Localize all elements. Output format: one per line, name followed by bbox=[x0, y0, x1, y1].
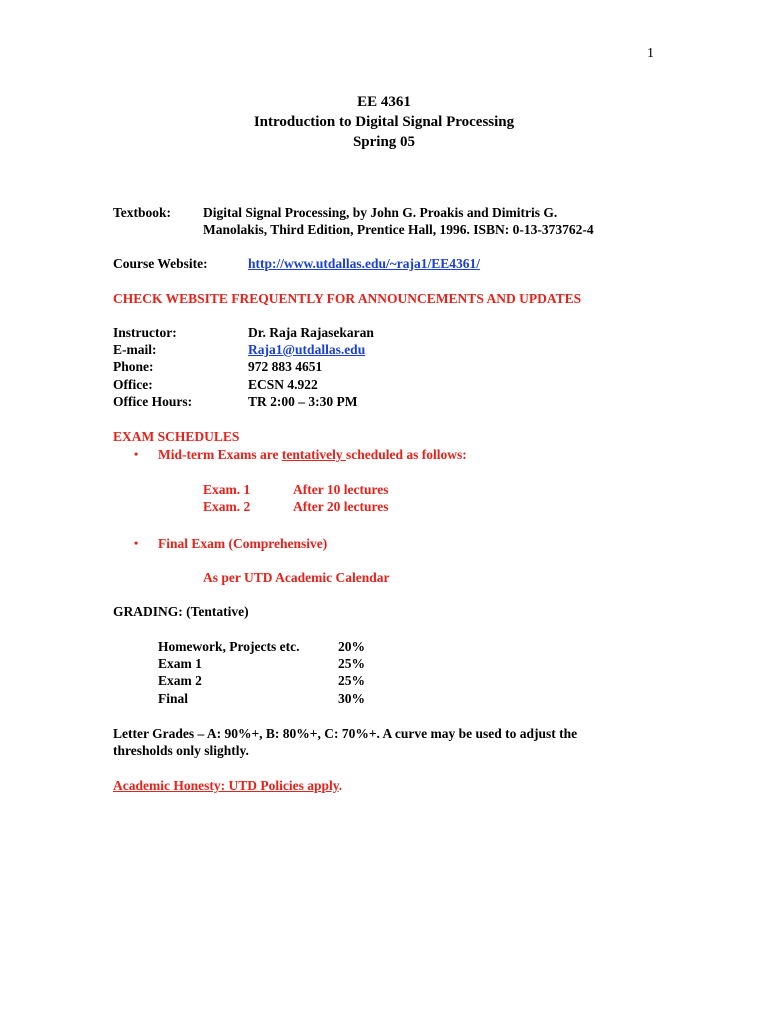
grading-item-weight: 25% bbox=[338, 673, 365, 688]
grading-item-name: Homework, Projects etc. bbox=[158, 639, 300, 654]
midterm-text-pre: Mid-term Exams are bbox=[158, 447, 282, 462]
phone-value: 972 883 4651 bbox=[248, 359, 323, 374]
instructor-value: Dr. Raja Rajasekaran bbox=[248, 325, 374, 340]
course-term: Spring 05 bbox=[352, 134, 416, 150]
grading-item-name: Exam 1 bbox=[158, 656, 202, 671]
academic-honesty-text: Academic Honesty: UTD Policies apply bbox=[113, 778, 339, 793]
office-hours-label: Office Hours: bbox=[113, 394, 193, 409]
page-number: 1 bbox=[647, 46, 654, 61]
midterm-text-post: scheduled as follows: bbox=[345, 447, 467, 462]
textbook-label: Textbook: bbox=[113, 205, 172, 220]
midterm-text bbox=[158, 446, 467, 463]
website-label: Course Website: bbox=[113, 256, 208, 271]
midterm-bullet-icon: • bbox=[134, 447, 139, 461]
grading-item-weight: 25% bbox=[338, 656, 365, 671]
phone-label: Phone: bbox=[113, 359, 154, 374]
office-value: ECSN 4.922 bbox=[248, 377, 318, 392]
letter-grades-line-2: thresholds only slightly. bbox=[113, 743, 249, 758]
check-website-notice: CHECK WEBSITE FREQUENTLY FOR ANNOUNCEMENTS AND UPDATES bbox=[113, 291, 582, 306]
final-exam-label: Final Exam (Comprehensive) bbox=[158, 536, 328, 551]
academic-honesty bbox=[113, 777, 342, 794]
grading-item-weight: 20% bbox=[338, 639, 365, 654]
exam-1-name: Exam. 1 bbox=[203, 482, 251, 497]
textbook-line-2: Manolakis, Third Edition, Prentice Hall, 1996. ISBN: 0-13-373762-4 bbox=[203, 222, 594, 237]
exam-2-when: After 20 lectures bbox=[293, 499, 389, 514]
grading-item-name: Final bbox=[158, 691, 189, 706]
grading-heading: GRADING: (Tentative) bbox=[113, 604, 249, 619]
exam-2-name: Exam. 2 bbox=[203, 499, 251, 514]
instructor-label: Instructor: bbox=[113, 325, 177, 340]
office-label: Office: bbox=[113, 377, 153, 392]
course-title: Introduction to Digital Signal Processing bbox=[253, 114, 515, 130]
midterm-text-emph: tentatively bbox=[281, 447, 346, 462]
course-code: EE 4361 bbox=[357, 94, 411, 110]
grading-item-weight: 30% bbox=[338, 691, 365, 706]
final-exam-note: As per UTD Academic Calendar bbox=[203, 570, 390, 585]
letter-grades-line-1: Letter Grades – A: 90%+, B: 80%+, C: 70%+. A curve may be used to adjust the bbox=[113, 726, 578, 741]
office-hours-value: TR 2:00 – 3:30 PM bbox=[248, 394, 358, 409]
email-link[interactable]: Raja1@utdallas.edu bbox=[248, 342, 366, 357]
final-bullet-icon: • bbox=[134, 536, 139, 550]
academic-honesty-period: . bbox=[338, 778, 343, 793]
exam-schedules-heading: EXAM SCHEDULES bbox=[113, 429, 240, 444]
exam-1-when: After 10 lectures bbox=[293, 482, 389, 497]
email-label: E-mail: bbox=[113, 342, 157, 357]
textbook-line-1: Digital Signal Processing, by John G. Proakis and Dimitris G. bbox=[203, 205, 558, 220]
grading-item-name: Exam 2 bbox=[158, 673, 202, 688]
course-website-link[interactable]: http://www.utdallas.edu/~raja1/EE4361/ bbox=[248, 256, 481, 271]
